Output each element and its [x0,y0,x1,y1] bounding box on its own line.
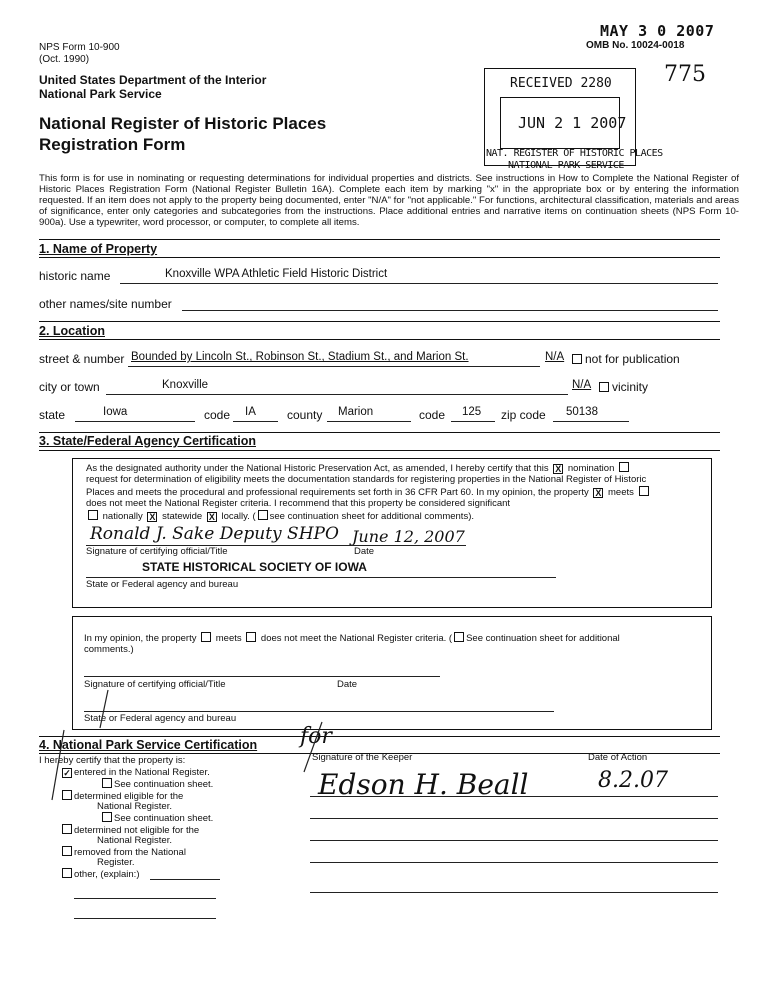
agency: National Park Service [39,87,162,101]
department: United States Department of the Interior [39,73,267,87]
state-sig-label: Signature of certifying official/Title [86,546,228,557]
nps-intro: I hereby certify that the property is: [39,755,186,766]
request-checkbox[interactable] [619,462,629,472]
state-signature-date: June 12, 2007 [352,527,465,546]
may-date-stamp: MAY 3 0 2007 [600,22,715,40]
nat-register-stamp: NAT. REGISTER OF HISTORIC PLACES [486,148,663,159]
state-code-label: code [204,408,231,422]
keeper-signature: Edson H. Beall [318,768,529,801]
does-not-meet-checkbox[interactable] [639,486,649,496]
removed-option: removed from the National [60,846,186,858]
state-code-value[interactable]: IA [245,406,256,418]
eligible-option: determined eligible for the [60,790,183,802]
entered-continuation-checkbox[interactable] [102,778,112,788]
instructions: This form is for use in nominating or requesting determinations for individual properties and districts. See instructions in How to Complete the National Register of Historic Places Registration Form (National Register Bulletin 16A). Complete each item by marking "x" in the appropriate box or by entering the information requested. If an item does not apply to the property being documented, enter "N/A" for "not applicable." For functions, architectural classification, materials and areas of significance, enter only categories and subcategories from the instructions. Place additional entries and narrative items on continuation sheets (NPS Form 10-900a). Use a typewriter, word processor, or computer, to complete all items. [39,173,739,228]
statewide-checkbox[interactable]: X [149,512,156,522]
county-value[interactable]: Marion [338,406,374,418]
nomination-checkbox[interactable]: X [555,464,562,474]
opinion-line-2: comments.) [84,644,134,655]
received-text: RECEIVED 2280 [510,76,612,91]
action-date: 8.2.07 [598,768,668,793]
page-title-line2: Registration Form [39,135,186,154]
handwritten-number: 775 [664,62,706,87]
removed-option-2: Register. [97,857,135,868]
county-code-value[interactable]: 125 [462,406,482,418]
omb-number: OMB No. 10024-0018 [586,40,685,51]
city-label: city or town [39,380,100,394]
vicinity-checkbox[interactable] [599,382,609,392]
not-for-publication-checkbox[interactable] [572,354,582,364]
nationally-checkbox[interactable] [88,510,98,520]
cert-line-1: As the designated authority under the National Historic Preservation Act, as amended, I hereby certify that this X nomination [86,462,631,474]
other-option: other, (explain:) [60,868,139,880]
not-eligible-option-2: National Register. [97,835,172,846]
entered-option: ✓ entered in the National Register. [63,767,210,778]
historic-name-label: historic name [39,269,111,283]
not-eligible-option: determined not eligible for the [60,824,199,836]
street-label: street & number [39,352,125,366]
locally-checkbox[interactable]: X [208,512,215,522]
meets-checkbox[interactable]: X [595,488,602,498]
state-agency-label: State or Federal agency and bureau [86,579,239,590]
eligible-continuation: See continuation sheet. [100,812,213,824]
opinion-meets-checkbox[interactable] [201,632,211,642]
entered-continuation: See continuation sheet. [100,778,213,790]
opinion-date-label: Date [337,679,358,690]
state-official-signature: Ronald J. Sake Deputy SHPO [90,524,339,544]
opinion-agency-label: State or Federal agency and bureau [84,713,237,724]
opinion-continuation-checkbox[interactable] [454,632,464,642]
state-agency-value[interactable]: STATE HISTORICAL SOCIETY OF IOWA [142,560,367,574]
nps-stamp: NATIONAL PARK SERVICE [508,160,624,171]
date-of-action-label: Date of Action [588,752,648,763]
city-na: N/A [572,379,592,391]
cert-line-4: does not meet the National Register criteria. I recommend that this property be considered significant [86,498,511,509]
other-checkbox[interactable] [62,868,72,878]
city-value[interactable]: Knoxville [162,379,209,391]
form-date: (Oct. 1990) [39,54,90,65]
entered-checkbox[interactable]: ✓ [63,768,71,778]
zip-label: zip code [501,408,546,422]
county-code-label: code [419,408,446,422]
zip-value[interactable]: 50138 [566,406,598,418]
county-label: county [287,408,323,422]
page-title-line1: National Register of Historic Places [39,114,327,133]
section-4-heading: 4. National Park Service Certification [39,738,258,752]
opinion-does-not-meet-checkbox[interactable] [246,632,256,642]
cert-line-2: request for determination of eligibility meets the documentation standards for registering properties in the National Register of Historic [86,474,647,485]
state-date-label: Date [354,546,375,557]
form-number: NPS Form 10-900 [39,42,120,53]
cert-line-5: nationally X statewide X locally. ( see continuation sheet for additional comments). [86,510,474,522]
eligible-option-2: National Register. [97,801,172,812]
section-2-heading: 2. Location [39,324,105,338]
vicinity-label: vicinity [612,380,649,394]
not-eligible-checkbox[interactable] [62,824,72,834]
street-na: N/A [545,351,565,363]
street-value[interactable]: Bounded by Lincoln St., Robinson St., Stadium St., and Marion St. [131,351,469,363]
received-date: JUN 2 1 2007 [518,114,627,132]
other-names-label: other names/site number [39,297,172,311]
opinion-line-1: In my opinion, the property meets does not meet the National Register criteria. ( See continuation sheet for additional [84,633,620,644]
eligible-checkbox[interactable] [62,790,72,800]
section-3-heading: 3. State/Federal Agency Certification [39,434,256,448]
for-annotation: for [300,724,332,749]
opinion-sig-label: Signature of certifying official/Title [84,679,226,690]
not-for-publication-label: not for publication [585,352,680,366]
keeper-label: Signature of the Keeper [312,752,413,763]
state-value[interactable]: Iowa [103,406,128,418]
state-label: state [39,408,66,422]
comments-checkbox[interactable] [258,510,268,520]
section-1-heading: 1. Name of Property [39,242,158,256]
historic-name-value[interactable]: Knoxville WPA Athletic Field Historic District [165,268,388,280]
removed-checkbox[interactable] [62,846,72,856]
eligible-continuation-checkbox[interactable] [102,812,112,822]
cert-line-3: Places and meets the procedural and professional requirements set forth in 36 CFR Part 60. In my opinion, the property X meets [86,486,651,498]
